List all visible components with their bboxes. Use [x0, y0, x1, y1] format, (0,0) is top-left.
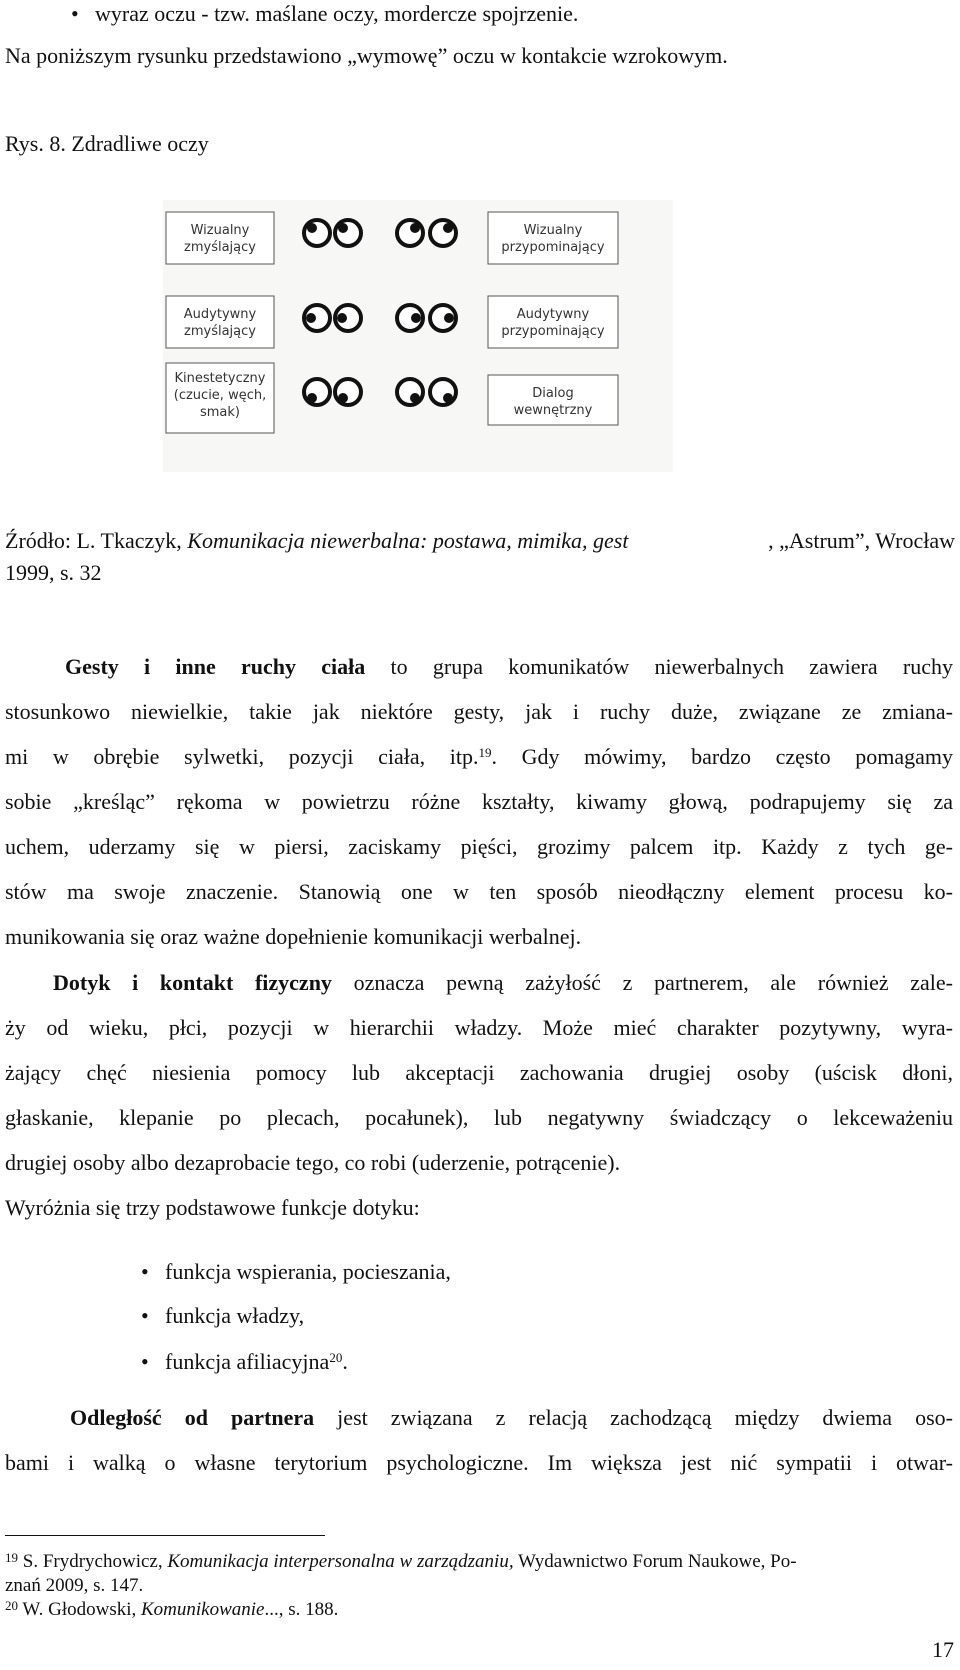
p2-line-2: ży od wieku, płci, pozycji w hierarchii władzy. Może mieć charakter pozytywny, wyra- — [5, 1015, 953, 1040]
footnote-ref-19: 19 — [478, 745, 492, 760]
source-prefix: Źródło: L. Tkaczyk, — [5, 528, 188, 553]
footnote-19-number: 19 — [5, 1550, 18, 1565]
source-suffix: , „Astrum”, Wrocław — [768, 528, 955, 553]
source-line-1 — [5, 527, 955, 555]
p3-bold-term: Odległość od partnera — [70, 1405, 315, 1430]
figure-caption: Rys. 8. Zdradliwe oczy — [5, 131, 209, 156]
top-bullet-text: wyraz oczu - tzw. maślane oczy, mordercze spojrzenie. — [95, 1, 579, 26]
p3-line-1 — [5, 1395, 953, 1440]
paragraph-dotyk — [5, 960, 953, 1225]
label-kinestetyczny-2: (czucie, węch, — [173, 388, 267, 403]
top-bullet-item — [71, 0, 579, 28]
label-kinestetyczny-1: Kinestetyczny — [174, 371, 266, 386]
list-item — [141, 1258, 451, 1286]
p2-bold-term: Dotyk i kontakt fizyczny — [53, 970, 332, 995]
footnote-ref-20: 20 — [329, 1350, 343, 1365]
list-item — [141, 1348, 348, 1376]
label-audytywny-przypominajacy-1: Audytywny — [516, 307, 590, 322]
label-wizualny-przypominajacy-2: przypominający — [501, 240, 605, 255]
p3-line-2: bami i walką o własne terytorium psychologiczne. Im większa jest nić sympatii i otwar- — [5, 1450, 953, 1475]
list-item-text: funkcja afiliacyjna — [165, 1349, 330, 1374]
eye-pair-5 — [304, 379, 361, 405]
list-item — [141, 1302, 305, 1330]
label-audytywny-zmyslajacy-1: Audytywny — [183, 307, 257, 322]
eye-pair-1 — [304, 220, 361, 246]
bullet-icon: • — [141, 1259, 149, 1284]
footnote-19-line-2: znań 2009, s. 147. — [5, 1575, 144, 1596]
footnote-20-pages: ..., s. 188. — [264, 1599, 339, 1620]
label-dialog-wewnetrzny-2: wewnętrzny — [513, 403, 593, 418]
intro-text: Na poniższym rysunku przedstawiono „wymowę” oczu w kontakcie wzrokowym. — [5, 43, 728, 68]
footnote-20 — [5, 1598, 338, 1622]
bullet-icon: • — [141, 1303, 149, 1328]
eyes-diagram — [163, 200, 673, 472]
footnote-19-title: Komunikacja interpersonalna w zarządzaniu, — [167, 1551, 514, 1572]
p2-line-3: żający chęć niesienia pomocy lub akceptacji zachowania drugiej osoby (uścisk dłoni, — [5, 1060, 953, 1085]
footnote-20-author: W. Głodowski, — [18, 1599, 141, 1620]
footnote-19 — [5, 1550, 797, 1574]
p3-line-1-text: jest związana z relacją zachodzącą między dwiema oso- — [314, 1405, 953, 1430]
bullet-icon: • — [71, 1, 79, 26]
p2-line-1-text: oznacza pewną zażyłość z partnerem, ale również zale- — [331, 970, 953, 995]
p1-bold-term: Gesty i inne ruchy ciała — [65, 654, 366, 679]
eyes-figure — [163, 200, 673, 472]
p1-line-6: stów ma swoje znaczenie. Stanowią one w ten sposób nieodłączny element procesu ko- — [5, 879, 953, 904]
label-wizualny-zmyslajacy-2: zmyślający — [184, 240, 256, 255]
list-item-end: . — [342, 1349, 348, 1374]
p2-line-6: Wyróżnia się trzy podstawowe funkcje dotyku: — [5, 1195, 420, 1220]
eye-pair-4 — [397, 305, 456, 331]
footnote-19-author: S. Frydrychowicz, — [18, 1551, 168, 1572]
eye-pair-2 — [397, 220, 456, 246]
source-title: Komunikacja niewerbalna: postawa, mimika, gest — [187, 528, 629, 553]
label-dialog-wewnetrzny-1: Dialog — [532, 386, 574, 401]
page-number: 17 — [932, 1637, 954, 1662]
paragraph-gesty — [5, 644, 953, 959]
footnote-20-number: 20 — [5, 1598, 18, 1613]
p1-line-5: uchem, uderzamy się w piersi, zaciskamy pięści, grozimy palcem itp. Każdy z tych ge- — [5, 834, 953, 859]
label-wizualny-przypominajacy-1: Wizualny — [523, 223, 583, 238]
list-item-text: funkcja władzy, — [165, 1303, 305, 1328]
p1-line-1-text: to grupa komunikatów niewerbalnych zawiera ruchy — [365, 654, 953, 679]
p1-line-2: stosunkowo niewielkie, takie jak niektóre gesty, jak i ruchy duże, związane ze zmiana- — [5, 699, 953, 724]
p1-line-4: sobie „kreśląc” rękoma w powietrzu różne kształty, kiwamy głową, podrapujemy się za — [5, 789, 953, 814]
paragraph-odleglosc — [5, 1395, 953, 1485]
p1-line-7: munikowania się oraz ważne dopełnienie komunikacji werbalnej. — [5, 924, 582, 949]
label-wizualny-zmyslajacy-1: Wizualny — [190, 223, 250, 238]
p2-line-4: głaskanie, klepanie po plecach, pocałunek), lub negatywny świadczący o lekceważeniu — [5, 1105, 953, 1130]
footnote-divider — [5, 1535, 325, 1536]
footnote-20-title: Komunikowanie — [141, 1599, 265, 1620]
p1-line-3 — [5, 734, 953, 779]
label-kinestetyczny-3: smak) — [199, 405, 241, 420]
p1-line-3b: . Gdy mówimy, bardzo często pomagamy — [491, 744, 953, 769]
label-audytywny-zmyslajacy-2: zmyślający — [184, 324, 256, 339]
p1-line-3a: mi w obrębie sylwetki, pozycji ciała, itp. — [5, 744, 479, 769]
bullet-icon: • — [141, 1349, 149, 1374]
list-item-text: funkcja wspierania, pocieszania, — [165, 1259, 451, 1284]
label-audytywny-przypominajacy-2: przypominający — [501, 324, 605, 339]
p2-line-1 — [5, 960, 953, 1005]
p1-line-1 — [5, 644, 953, 689]
eye-pair-3 — [304, 305, 361, 331]
footnote-19-publisher: Wydawnictwo Forum Naukowe, Po- — [513, 1551, 797, 1572]
eye-pair-6 — [397, 379, 456, 405]
source-line-2: 1999, s. 32 — [5, 560, 102, 585]
p2-line-5: drugiej osoby albo dezaprobacie tego, co robi (uderzenie, potrącenie). — [5, 1150, 621, 1175]
